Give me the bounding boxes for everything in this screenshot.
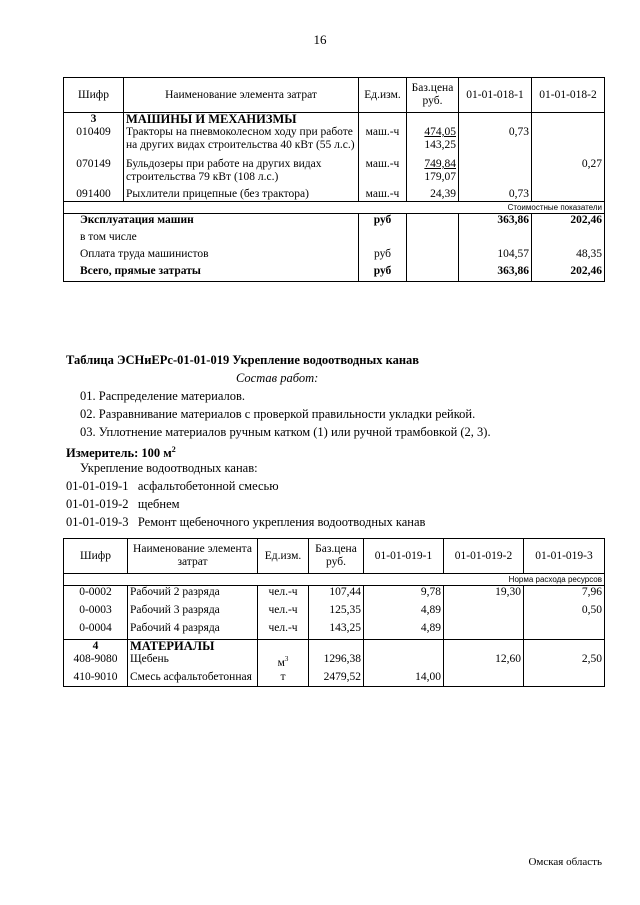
variant-item: 01-01-019-2 щебнем [66, 497, 180, 511]
summary-row [64, 231, 605, 248]
value-cell [532, 126, 605, 158]
subheader-row [64, 574, 605, 586]
work-item: 03. Уплотнение материалов ручным катком (1) или ручной трамбовкой (2, 3). [80, 425, 491, 439]
value-cell: 0,73 [459, 188, 532, 202]
price-cell: 749,84 179,07 [407, 158, 459, 188]
value-cell: 4,89 [364, 604, 444, 622]
summary-name: Оплата труда машинистов [64, 248, 359, 265]
summary-row [64, 214, 605, 231]
column-header: Наименование элемента затрат [128, 539, 258, 574]
summary-value: 363,86 [459, 214, 532, 231]
table-title: Таблица ЭСНиЕРс-01-01-019 Укрепление водоотводных канав [66, 353, 420, 367]
subheader-label: Норма расхода ресурсов [64, 574, 605, 586]
value-cell [444, 622, 524, 640]
column-header: Ед.изм. [359, 78, 407, 113]
price-cell: 1296,38 [309, 653, 364, 671]
table-header-row [64, 78, 605, 113]
column-header: 01-01-018-1 [459, 78, 532, 113]
column-header: Ед.изм. [258, 539, 309, 574]
section-name: МАТЕРИАЛЫ [128, 640, 258, 654]
table-row [64, 604, 605, 622]
value-cell: 0,73 [459, 126, 532, 158]
unit-cell: т [258, 671, 309, 687]
column-header: 01-01-019-2 [444, 539, 524, 574]
name-cell: Рабочий 3 разряда [128, 604, 258, 622]
section-code: 4 [64, 640, 128, 654]
summary-name: Всего, прямые затраты [64, 265, 359, 282]
column-header: Шифр [64, 78, 124, 113]
variant-item: 01-01-019-1 асфальтобетонной смесью [66, 479, 279, 493]
column-header: 01-01-019-1 [364, 539, 444, 574]
code-cell: 408-9080 [64, 653, 128, 671]
section-name: МАШИНЫ И МЕХАНИЗМЫ [124, 113, 359, 127]
code-cell: 091400 [64, 188, 124, 202]
summary-row [64, 248, 605, 265]
code-cell: 010409 [64, 126, 124, 158]
value-cell [524, 622, 605, 640]
table-row [64, 188, 605, 202]
table-row [64, 126, 605, 158]
summary-value: 48,35 [532, 248, 605, 265]
code-cell: 0-0004 [64, 622, 128, 640]
summary-value: 202,46 [532, 214, 605, 231]
section-code: 3 [64, 113, 124, 127]
machinery-table [63, 77, 605, 282]
summary-unit: руб [359, 214, 407, 231]
strengthening-label: Укрепление водоотводных канав: [80, 461, 258, 475]
summary-name: Эксплуатация машин [64, 214, 359, 231]
name-cell: Тракторы на пневмоколесном ходу при работе на других видах строительства 40 кВт (55 л.с.) [124, 126, 359, 158]
summary-row [64, 265, 605, 282]
column-header: Баз.цена руб. [309, 539, 364, 574]
summary-value: 104,57 [459, 248, 532, 265]
value-cell [364, 653, 444, 671]
summary-name: в том числе [64, 231, 359, 248]
value-cell: 7,96 [524, 586, 605, 604]
table-row [64, 622, 605, 640]
work-item: 02. Разравнивание материалов с проверкой правильности укладки рейкой. [80, 407, 476, 421]
column-header: Баз.цена руб. [407, 78, 459, 113]
unit-cell: чел.-ч [258, 622, 309, 640]
column-header: 01-01-018-2 [532, 78, 605, 113]
name-cell: Рыхлители прицепные (без трактора) [124, 188, 359, 202]
code-cell: 0-0003 [64, 604, 128, 622]
unit-cell: чел.-ч [258, 586, 309, 604]
value-cell: 4,89 [364, 622, 444, 640]
unit-cell: маш.-ч [359, 158, 407, 188]
subheader-label: Стоимостные показатели [64, 202, 605, 214]
table-row [64, 671, 605, 687]
table-header-row [64, 539, 605, 574]
unit-cell: $м^3$ [258, 653, 309, 671]
section-row [64, 113, 605, 127]
column-header: Наименование элемента затрат [124, 78, 359, 113]
value-cell [524, 671, 605, 687]
value-cell: 0,27 [532, 158, 605, 188]
summary-value: 363,86 [459, 265, 532, 282]
price-cell: 125,35 [309, 604, 364, 622]
code-cell: 070149 [64, 158, 124, 188]
price-cell: 474,05 143,25 [407, 126, 459, 158]
footer-region: Омская область [528, 856, 602, 868]
summary-unit: руб [359, 265, 407, 282]
value-cell: 12,60 [444, 653, 524, 671]
name-cell: Рабочий 2 разряда [128, 586, 258, 604]
table-row [64, 653, 605, 671]
value-cell: 2,50 [524, 653, 605, 671]
price-cell: 143,25 [309, 622, 364, 640]
price-cell: 24,39 [407, 188, 459, 202]
code-cell: 0-0002 [64, 586, 128, 604]
column-header: 01-01-019-3 [524, 539, 605, 574]
value-cell [444, 671, 524, 687]
column-header: Шифр [64, 539, 128, 574]
unit-cell: маш.-ч [359, 126, 407, 158]
value-cell [532, 188, 605, 202]
name-cell: Щебень [128, 653, 258, 671]
section-row [64, 640, 605, 654]
name-cell: Бульдозеры при работе на других видах строительства 79 кВт (108 л.с.) [124, 158, 359, 188]
value-cell: 9,78 [364, 586, 444, 604]
price-cell: 2479,52 [309, 671, 364, 687]
value-cell: 0,50 [524, 604, 605, 622]
price-cell: 107,44 [309, 586, 364, 604]
variant-item: 01-01-019-3 Ремонт щебеночного укрепления водоотводных канав [66, 515, 426, 529]
value-cell [444, 604, 524, 622]
table-row [64, 586, 605, 604]
summary-unit: руб [359, 248, 407, 265]
subheader-row [64, 202, 605, 214]
name-cell: Рабочий 4 разряда [128, 622, 258, 640]
meter-label: Измеритель: 100 $м^2$ [66, 445, 176, 461]
work-item: 01. Распределение материалов. [80, 389, 246, 403]
page-number: 16 [313, 32, 327, 47]
unit-cell: чел.-ч [258, 604, 309, 622]
summary-value: 202,46 [532, 265, 605, 282]
value-cell: 19,30 [444, 586, 524, 604]
resources-table [63, 538, 605, 687]
value-cell [459, 158, 532, 188]
unit-cell: маш.-ч [359, 188, 407, 202]
value-cell: 14,00 [364, 671, 444, 687]
works-title: Состав работ: [236, 371, 319, 385]
code-cell: 410-9010 [64, 671, 128, 687]
name-cell: Смесь асфальтобетонная [128, 671, 258, 687]
table-row [64, 158, 605, 188]
